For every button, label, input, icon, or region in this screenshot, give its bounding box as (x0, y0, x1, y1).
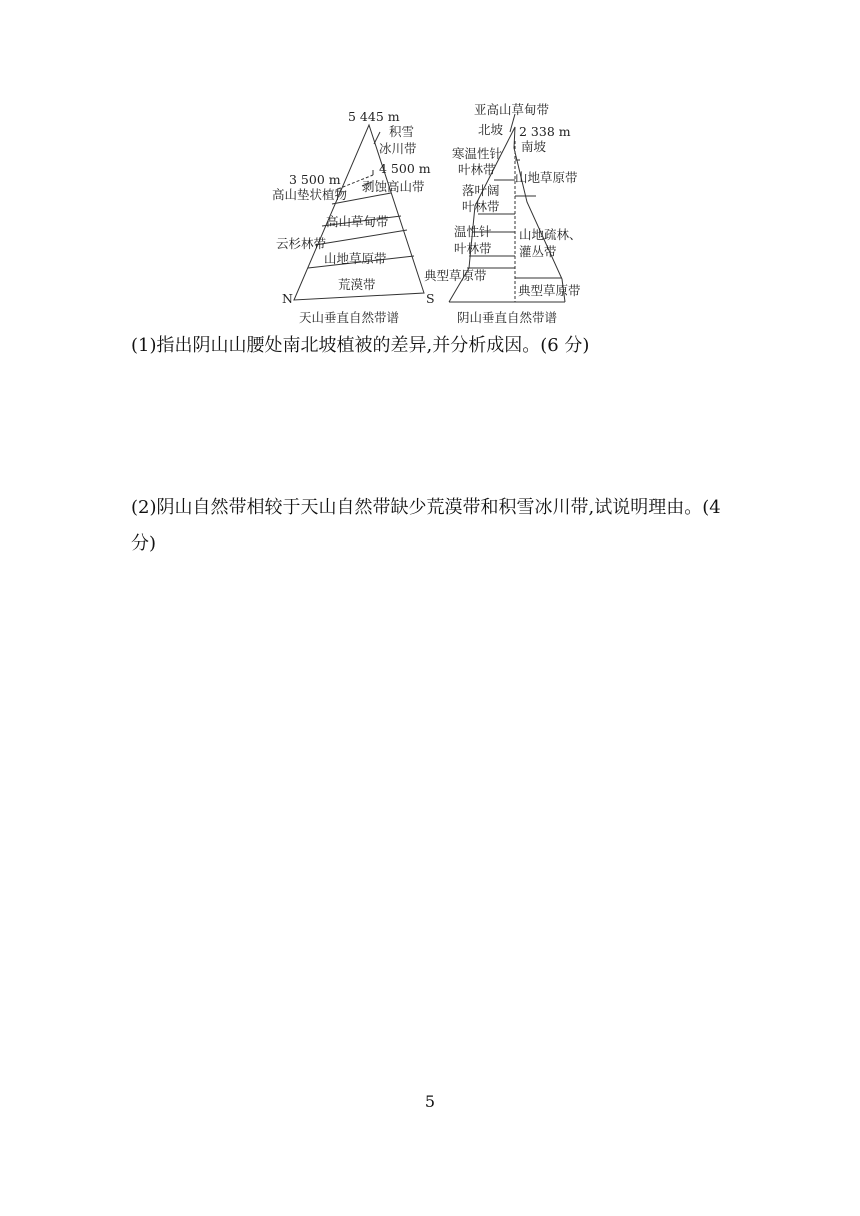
yinshan-top-zone-label: 亚高山草甸带 (474, 102, 550, 117)
yinshan-sparse-forest-1: 山地疏林、 (519, 227, 582, 242)
yinshan-summit-label: 2 338 m (519, 124, 571, 139)
yinshan-cold-conifer-1: 寒温性针 (452, 146, 503, 161)
tianshan-snow-label-1: 积雪 (389, 124, 415, 139)
tianshan-caption: 天山垂直自然带谱 (299, 310, 400, 325)
tianshan-spruce-label: 云杉林带 (276, 236, 327, 251)
tianshan-3500-label: 3 500 m (289, 172, 341, 187)
yinshan-cold-conifer-2: 叶林带 (458, 162, 496, 177)
tianshan-steppe-label: 山地草原带 (324, 251, 387, 266)
zonation-diagram (262, 96, 598, 328)
yinshan-temp-conifer-2: 叶林带 (454, 241, 492, 256)
tianshan-summit-label: 5 445 m (348, 109, 400, 124)
question-1: (1)指出阴山山腰处南北坡植被的差异,并分析成因。(6 分) (131, 335, 590, 356)
question-2: (2)阴山自然带相较于天山自然带缺少荒漠带和积雪冰川带,试说明理由。(4 分) (131, 497, 721, 554)
vertical-zonation-figure (262, 96, 598, 328)
tianshan-meadow-label: 高山草甸带 (326, 214, 389, 229)
yinshan-typical-steppe-south: 典型草原带 (518, 283, 581, 298)
tianshan-cushion-label: 高山垫状植物 (272, 187, 348, 202)
yinshan-mountain-steppe-label: 山地草原带 (515, 170, 578, 185)
yinshan-sparse-forest-2: 灌丛带 (519, 244, 557, 259)
tianshan-snow-label-2: 冰川带 (379, 141, 417, 156)
yinshan-deciduous-2: 叶林带 (462, 199, 500, 214)
tianshan-4500-label: 4 500 m (379, 161, 431, 176)
tianshan-south-label: S (426, 291, 435, 306)
tianshan-erosion-label: 剥蚀高山带 (362, 179, 425, 194)
yinshan-caption: 阴山垂直自然带谱 (457, 310, 558, 325)
page-number: 5 (424, 1092, 436, 1111)
yinshan-deciduous-1: 落叶阔 (462, 183, 500, 198)
yinshan-temp-conifer-1: 温性针 (454, 224, 492, 239)
yinshan-north-slope-label: 北坡 (478, 122, 504, 137)
yinshan-south-slope-label: 南坡 (521, 139, 547, 154)
tianshan-north-label: N (282, 291, 293, 306)
tianshan-line-3 (315, 230, 407, 245)
tianshan-desert-label: 荒漠带 (338, 277, 376, 292)
yinshan-typical-steppe-north: 典型草原带 (424, 268, 487, 283)
